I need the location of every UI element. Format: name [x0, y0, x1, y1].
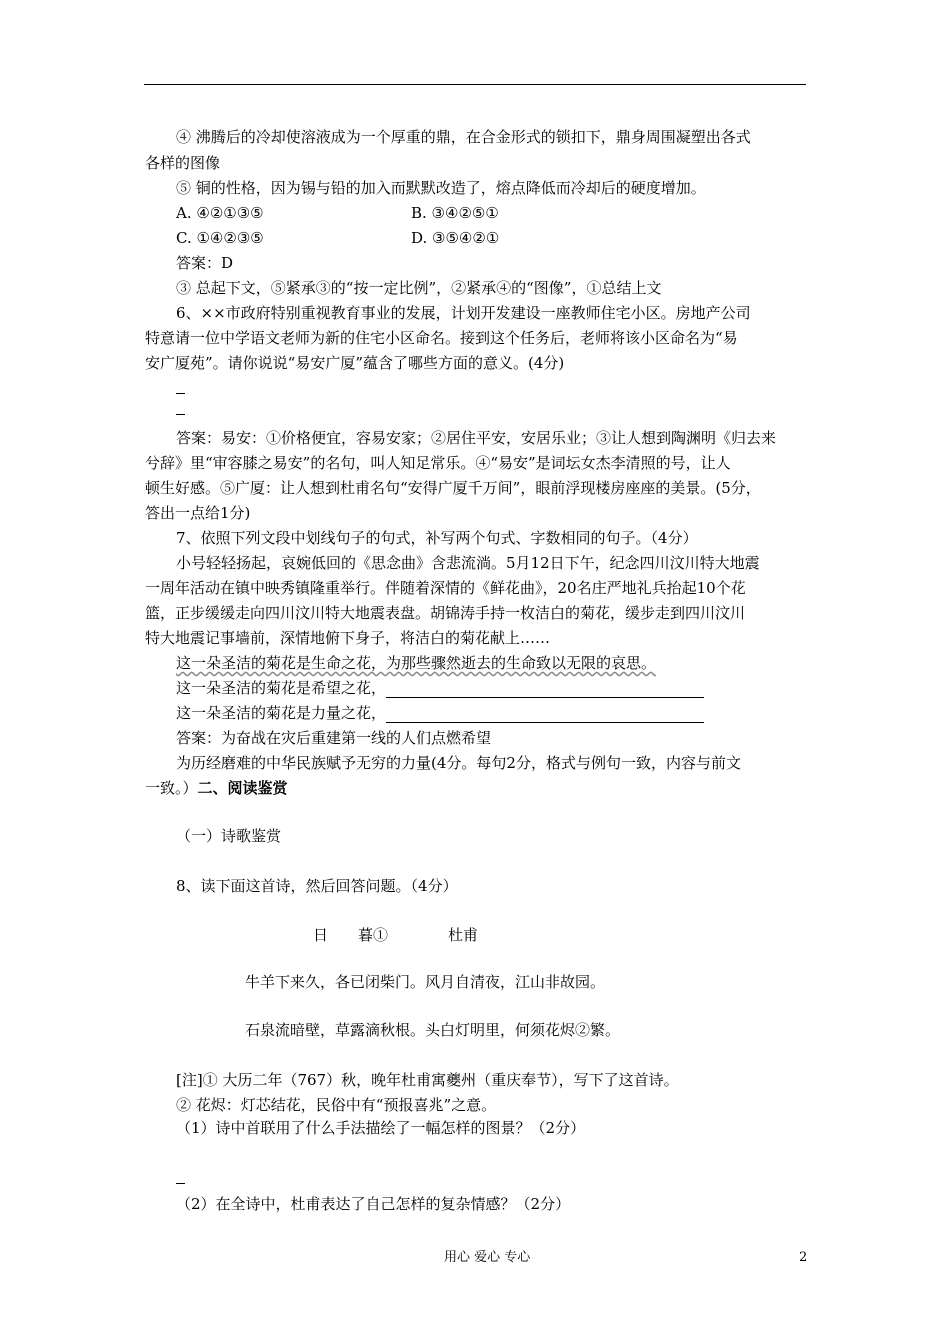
- fill-blank-1-prompt: 这一朵圣洁的菊花是希望之花，: [176, 679, 387, 697]
- page-number: 2: [799, 1250, 808, 1265]
- passage-7-line3: 篮，正步缓缓走向四川汶川特大地震表盘。胡锦涛手持一枚洁白的菊花，缓步走到四川汶川: [145, 604, 746, 622]
- answer-5: 答案：D: [176, 254, 234, 272]
- option-a: A. ④②①③⑤: [176, 204, 264, 222]
- passage-7-line1: 小号轻轻扬起，哀婉低回的《思念曲》含悲流淌。5月12日下午，纪念四川汶川特大地震: [176, 554, 760, 572]
- question-7: 7、依照下列文段中划线句子的句式，补写两个句式、字数相同的句子。（4分）: [176, 529, 698, 547]
- poem-author: 杜甫: [448, 926, 479, 944]
- poem-line-1: 牛羊下来久，各已闭柴门。风月自清夜，江山非故园。: [245, 973, 606, 991]
- poem-line-2: 石泉流暗壁，草露滴秋根。头白灯明里，何须花烬②繁。: [245, 1021, 621, 1039]
- answer-7-tail: 一致。）: [145, 779, 198, 797]
- question-8: 8、读下面这首诗，然后回答问题。（4分）: [176, 877, 458, 895]
- option-b: B. ③④②⑤①: [411, 204, 499, 222]
- answer-6-line4: 答出一点给1分): [145, 504, 251, 522]
- passage-7-line2: 一周年活动在镇中映秀镇隆重举行。伴随着深情的《鲜花曲》，20名庄严地礼兵抬起10个花: [145, 579, 746, 597]
- subsection-poetry: （一）诗歌鉴赏: [176, 827, 282, 845]
- answer-blank-mark: [176, 393, 185, 394]
- answer-6-line2: 兮辞》里“审容膝之易安”的名句，叫人知足常乐。④“易安”是词坛女杰李清照的号，让人: [145, 454, 731, 472]
- fill-blank-2-prompt: 这一朵圣洁的菊花是力量之花，: [176, 704, 387, 722]
- note-2: ② 花烬：灯芯结花，民俗中有“预报喜兆”之意。: [176, 1096, 497, 1114]
- option-d: D. ③⑤④②①: [411, 229, 500, 247]
- section-2-heading: 二、阅读鉴赏: [197, 779, 288, 797]
- question-8-2: （2）在全诗中，杜甫表达了自己怎样的复杂情感？（2分）: [176, 1195, 571, 1213]
- answer-7-line1: 答案：为奋战在灾后重建第一线的人们点燃希望: [176, 729, 492, 747]
- fill-blank-1-line: [386, 682, 704, 698]
- answer-7-line3: [145, 778, 288, 798]
- answer-6-line1: 答案：易安：①价格便宜，容易安家；②居住平安，安居乐业；③让人想到陶渊明《归去来: [176, 429, 777, 447]
- fill-blank-1: [176, 678, 704, 698]
- answer-6-line3: 顿生好感。⑤广厦：让人想到杜甫名句“安得广厦千万间”，眼前浮现楼房座座的美景。(5分，: [145, 479, 761, 497]
- answer-blank-mark: [176, 414, 185, 415]
- example-sentence: 这一朵圣洁的菊花是生命之花，为那些骤然逝去的生命致以无限的哀思。: [176, 654, 657, 672]
- question-6-line1: 6、××市政府特别重视教育事业的发展，计划开发建设一座教师住宅小区。房地产公司: [176, 304, 751, 322]
- question-8-1: （1）诗中首联用了什么手法描绘了一幅怎样的图景？（2分）: [176, 1119, 586, 1137]
- fill-blank-2-line: [386, 707, 704, 723]
- option-c: C. ①④②③⑤: [176, 229, 264, 247]
- q5-item-4-line2: 各样的图像: [145, 154, 221, 172]
- answer-blank-mark: [176, 1183, 185, 1184]
- question-6-line3: 安广厦苑”。请你说说“易安广厦”蕴含了哪些方面的意义。(4分): [145, 354, 565, 372]
- question-6-line2: 特意请一位中学语文老师为新的住宅小区命名。接到这个任务后，老师将该小区命名为“易: [145, 329, 738, 347]
- passage-7-line4: 特大地震记事墙前，深情地俯下身子，将洁白的菊花献上……: [145, 629, 551, 647]
- footer-text: 用心 爱心 专心: [444, 1250, 531, 1265]
- q5-item-5: ⑤ 铜的性格，因为锡与铅的加入而默默改造了，熔点降低而冷却后的硬度增加。: [176, 179, 706, 197]
- fill-blank-2: [176, 703, 704, 723]
- header-rule: [144, 84, 806, 85]
- note-1: [注]① 大历二年（767）秋，晚年杜甫寓夔州（重庆奉节），写下了这首诗。: [176, 1071, 679, 1089]
- answer-7-line2: 为历经磨难的中华民族赋予无穷的力量(4分。每句2分，格式与例句一致，内容与前文: [176, 754, 741, 772]
- poem-title: 日 暮①: [313, 926, 389, 944]
- answer-5-explanation: ③ 总起下文，⑤紧承③的“按一定比例”，②紧承④的“图像”，①总结上文: [176, 279, 662, 297]
- q5-item-4-line1: ④ 沸腾后的冷却使溶液成为一个厚重的鼎，在合金形式的锁扣下，鼎身周围凝塑出各式: [176, 128, 751, 146]
